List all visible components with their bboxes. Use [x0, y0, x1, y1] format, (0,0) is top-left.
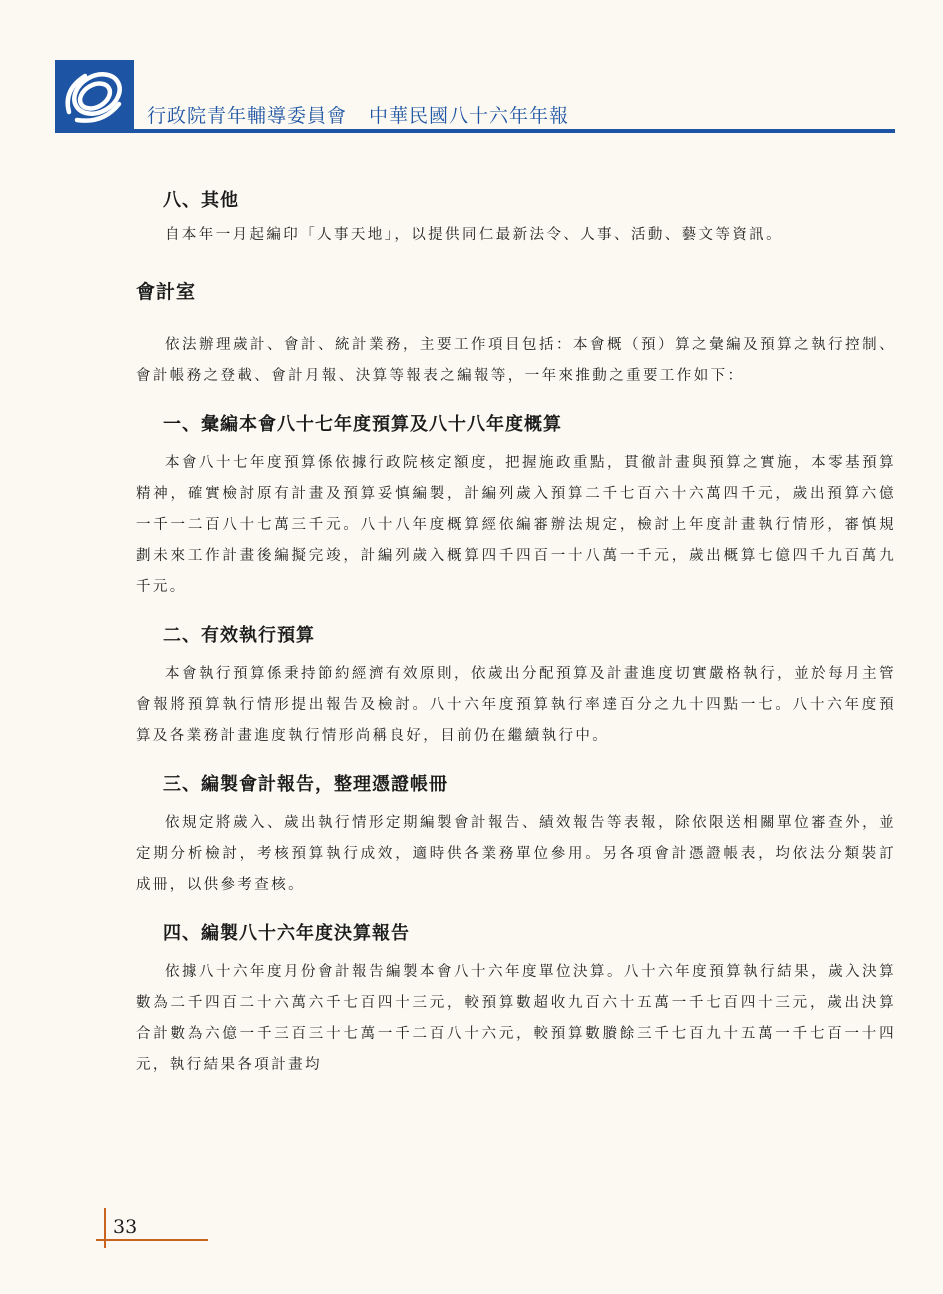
section-2 — [136, 621, 896, 647]
footer-mark-horizontal — [96, 1239, 208, 1241]
paragraph-2: 本會執行預算係秉持節約經濟有效原則，依歲出分配預算及計畫進度切實嚴格執行，並於每月主管會報將預算執行情形提出報告及檢討。八十六年度預算執行率達百分之九十四點一七。八十六年度預算及各業務計畫進度執行情形尚稱良好，目前仍在繼續執行中。 — [136, 666, 896, 744]
paragraph-qita: 自本年一月起編印「人事天地」，以提供同仁最新法令、人事、活動、藝文等資訊。 — [165, 227, 784, 243]
page-body — [136, 186, 896, 1081]
section-1 — [136, 410, 896, 436]
paragraph-3: 依規定將歲入、歲出執行情形定期編製會計報告、績效報告等表報，除依限送相關單位審查外，並定期分析檢討，考核預算執行成效，適時供各業務單位參用。另各項會計憑證帳表，均依法分類裝訂成冊，以供參考查核。 — [136, 815, 896, 893]
running-header — [147, 101, 569, 128]
header-report: 中華民國八十六年年報 — [369, 105, 570, 127]
page-number: 33 — [113, 1216, 138, 1238]
section-heading-1: 一、彙編本會八十七年度預算及八十八年度概算 — [163, 414, 562, 435]
section-heading-2: 二、有效執行預算 — [163, 625, 315, 646]
header-rule — [134, 129, 895, 133]
section-heading-4: 四、編製八十六年度決算報告 — [163, 923, 410, 944]
section-heading-qita: 八、其他 — [163, 190, 239, 211]
office-title: 會計室 — [136, 281, 197, 303]
paragraph-4: 依據八十六年度月份會計報告編製本會八十六年度單位決算。八十六年度預算執行結果，歲入決算數為二千四百二十六萬六千七百四十三元，較預算數超收九百六十五萬一千七百四十三元，歲出決算合計數為六億一千三百三十七萬一千二百八十六元，較預算數賸餘三千七百九十五萬一千七百一十四元，執行結果各項計畫均 — [136, 964, 896, 1073]
section-4 — [136, 919, 896, 945]
logo-rings — [55, 60, 134, 133]
office-title-wrap — [136, 277, 896, 304]
section-3 — [136, 770, 896, 796]
paragraph-1: 本會八十七年度預算係依據行政院核定額度，把握施政重點，貫徹計畫與預算之實施，本零基預算精神，確實檢討原有計畫及預算妥慎編製，計編列歲入預算二千七百六十六萬四千元，歲出預算六億一千一二百八十七萬三千元。八十八年度概算經依編審辦法規定，檢討上年度計畫執行情形，審慎規劃未來工作計畫後編擬完竣，計編列歲入概算四千四百一十八萬一千元，歲出概算七億四千九百萬九千元。 — [136, 455, 896, 595]
logo-icon — [55, 60, 134, 133]
footer-mark-vertical — [104, 1208, 106, 1248]
paragraph-office-intro: 依法辦理歲計、會計、統計業務，主要工作項目包括：本會概（預）算之彙編及預算之執行控制、會計帳務之登載、會計月報、決算等報表之編報等，一年來推動之重要工作如下： — [136, 337, 896, 384]
section-heading-3: 三、編製會計報告，整理憑證帳冊 — [163, 774, 448, 795]
header-org: 行政院青年輔導委員會 — [147, 105, 348, 127]
